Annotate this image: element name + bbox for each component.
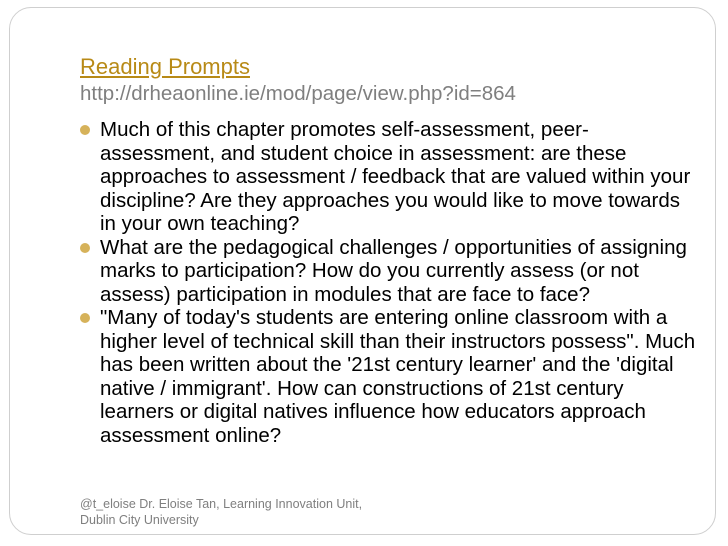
- bullet-text: What are the pedagogical challenges / opportunities of assigning marks to participation? How do you currently assess (or not assess) participation in modules that are face to face?: [100, 235, 687, 306]
- list-item: [78, 236, 698, 307]
- bullet-dot-icon: [80, 313, 90, 323]
- bullet-dot-icon: [80, 243, 90, 253]
- list-item: [78, 118, 698, 236]
- prompt-list: [78, 118, 698, 447]
- bullet-text: "Many of today's students are entering online classroom with a higher level of technical skill than their instructors possess". Much has been written about the '21st century learner' and the 'digital native / immigrant'. How can constructions of 21st century learners or digital natives influence how educators approach assessment online?: [100, 306, 696, 447]
- page-url: http://drheaonline.ie/mod/page/view.php?id=864: [80, 82, 516, 105]
- slide-footer: @t_eloise Dr. Eloise Tan, Learning Innovation Unit, Dublin City University: [80, 497, 363, 527]
- list-item: [78, 306, 698, 447]
- reading-prompts-link[interactable]: Reading Prompts: [80, 54, 250, 79]
- bullet-text: Much of this chapter promotes self-assessment, peer-assessment, and student choice in assessment: are these approaches to assessment / feedback that are valued within your discipline? Are they approaches you would like to move towards in your own teaching?: [100, 118, 691, 235]
- title-block: [80, 54, 516, 107]
- bullet-dot-icon: [80, 125, 90, 135]
